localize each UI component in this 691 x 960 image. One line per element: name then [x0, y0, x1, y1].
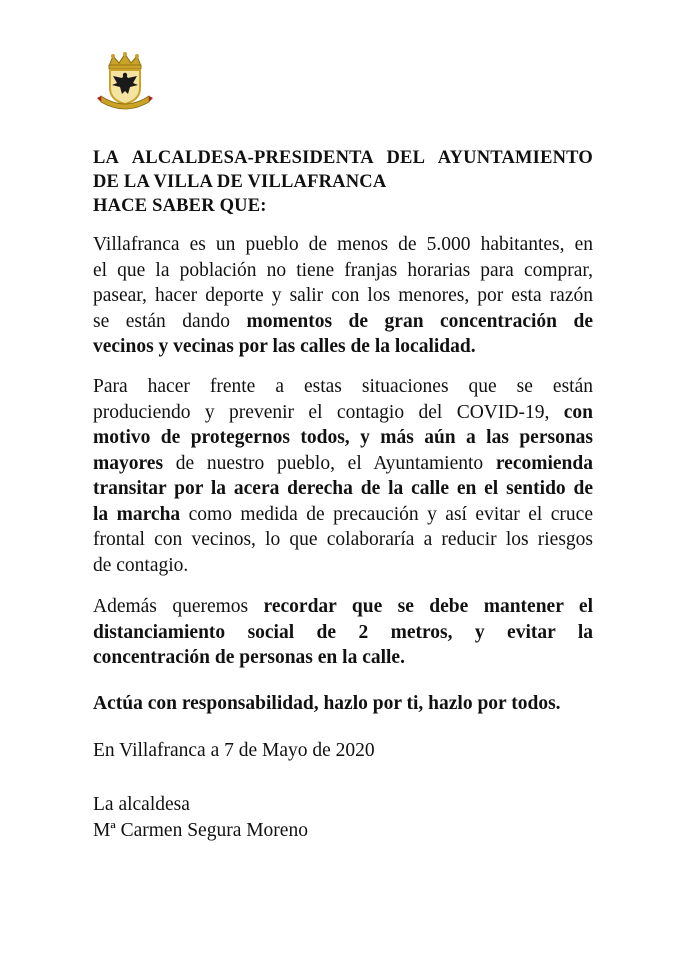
date-line: En Villafranca a 7 de Mayo de 2020 [93, 740, 375, 761]
signature-name: Mª Carmen Segura Moreno [93, 819, 308, 841]
paragraph-2-line: frontal con vecinos, lo que colaboraría a reducir los riesgos [93, 529, 593, 550]
paragraph-2-line: produciendo y prevenir el contagio del COVID-19, con [93, 401, 593, 423]
paragraph-1-line: vecinos y vecinas por las calles de la localidad. [93, 336, 476, 357]
paragraph-4-line: Actúa con responsabilidad, hazlo por ti, hazlo por todos. [93, 693, 561, 714]
paragraph-3-line: concentración de personas en la calle. [93, 647, 405, 668]
header-line-3: HACE SABER QUE: [93, 196, 267, 216]
paragraph-3-line: Además queremos recordar que se debe mantener el [93, 596, 593, 617]
signature-block [93, 792, 593, 843]
paragraph-1-line: pasear, hacer deporte y salir con los menores, por esta razón [93, 285, 593, 306]
paragraph-2-line: transitar por la acera derecha de la calle en el sentido de [93, 478, 593, 499]
paragraph-2-line: de contagio. [93, 554, 189, 576]
villafranca-coat-of-arms-icon [95, 52, 155, 114]
paragraph-4 [93, 691, 593, 717]
header-line-1: LA ALCALDESA-PRESIDENTA DEL AYUNTAMIENTO [93, 148, 593, 168]
header-line-2: DE LA VILLA DE VILLAFRANCA [93, 172, 387, 192]
paragraph-1 [93, 232, 593, 360]
announcement-header [93, 146, 593, 218]
paragraph-2-line: Para hacer frente a estas situaciones que se están [93, 376, 593, 397]
paragraph-2-line: la marcha como medida de precaución y así evitar el cruce [93, 503, 593, 525]
paragraph-1-line: el que la población no tiene franjas horarias para comprar, [93, 259, 593, 281]
paragraph-3-line: distanciamiento social de 2 metros, y evitar la [93, 621, 593, 643]
paragraph-3 [93, 594, 593, 671]
paragraph-1-line: se están dando momentos de gran concentración de [93, 310, 594, 332]
signature-role: La alcaldesa [93, 794, 190, 815]
paragraph-2-line: motivo de protegernos todos, y más aún a las personas [93, 427, 593, 448]
paragraph-2 [93, 374, 593, 578]
paragraph-2-line: mayores de nuestro pueblo, el Ayuntamiento recomienda [93, 452, 593, 474]
paragraph-1-line: Villafranca es un pueblo de menos de 5.000 habitantes, en [93, 234, 593, 255]
